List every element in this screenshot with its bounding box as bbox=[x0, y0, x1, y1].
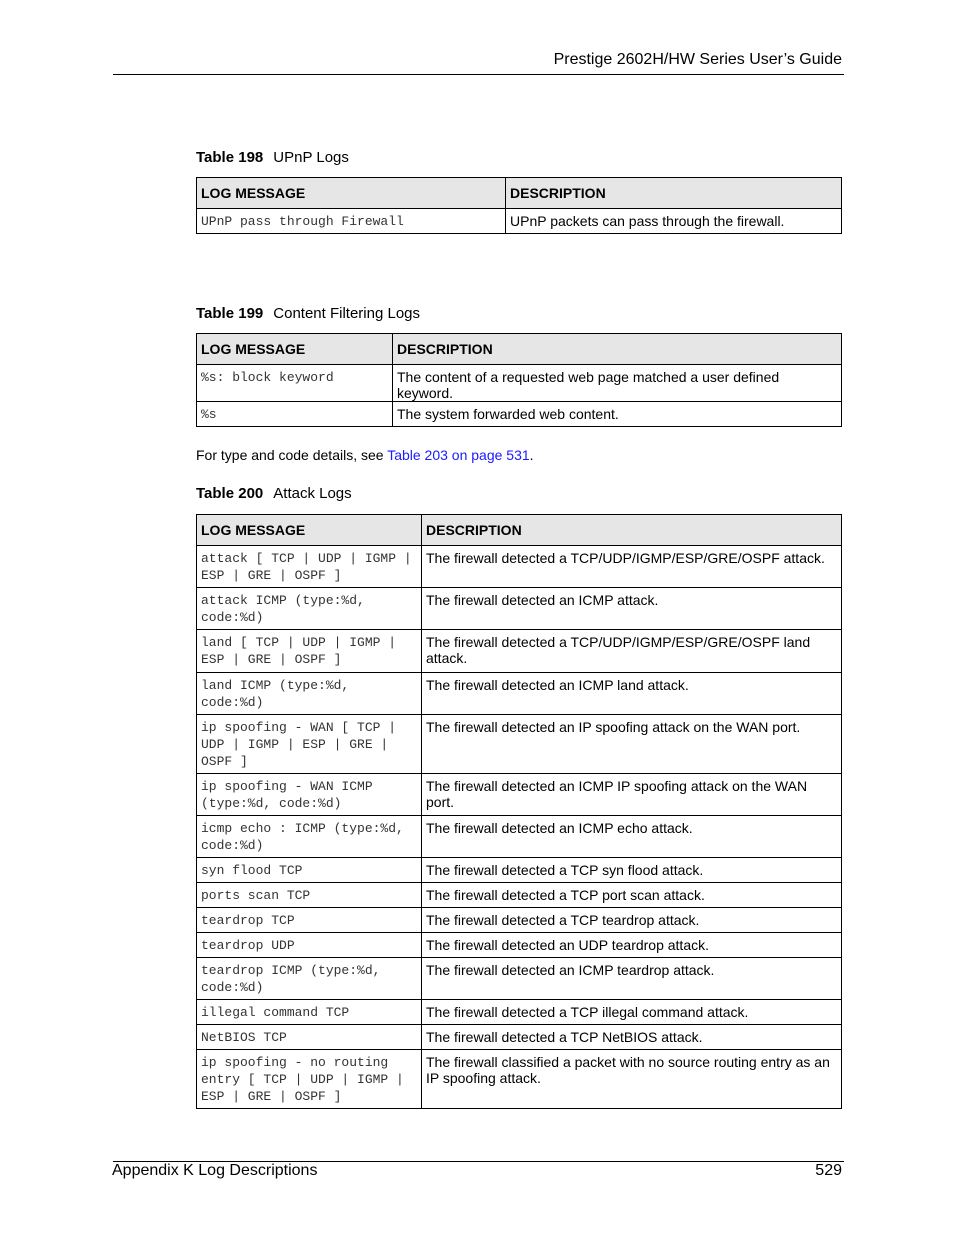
description-cell: The firewall detected an ICMP IP spoofing attack on the WAN port. bbox=[422, 774, 842, 816]
description-cell: The firewall detected a TCP NetBIOS attack. bbox=[422, 1025, 842, 1050]
description-cell: The firewall detected a TCP syn flood attack. bbox=[422, 858, 842, 883]
log-message-cell: teardrop UDP bbox=[197, 933, 422, 958]
table-198-caption bbox=[196, 149, 349, 166]
table-200-caption bbox=[196, 485, 352, 502]
col-header-log-message: LOG MESSAGE bbox=[197, 515, 422, 546]
log-message-cell: ports scan TCP bbox=[197, 883, 422, 908]
log-message-cell: %s bbox=[197, 402, 393, 427]
table-header-row bbox=[197, 178, 842, 209]
table-header-row bbox=[197, 334, 842, 365]
table-row bbox=[197, 816, 842, 858]
table-199-title: Content Filtering Logs bbox=[273, 305, 421, 322]
table-200-title: Attack Logs bbox=[273, 485, 352, 502]
table-200 bbox=[196, 514, 842, 1109]
table-row bbox=[197, 673, 842, 715]
footer-section: Appendix K Log Descriptions bbox=[112, 1162, 318, 1179]
log-message-cell: teardrop ICMP (type:%d, code:%d) bbox=[197, 958, 422, 1000]
col-header-log-message: LOG MESSAGE bbox=[197, 178, 506, 209]
table-row bbox=[197, 209, 842, 234]
page-number: 529 bbox=[815, 1162, 842, 1179]
table-row bbox=[197, 715, 842, 774]
description-cell: The firewall detected a TCP/UDP/IGMP/ESP/GRE/OSPF land attack. bbox=[422, 630, 842, 673]
col-header-description: DESCRIPTION bbox=[422, 515, 842, 546]
log-message-cell: NetBIOS TCP bbox=[197, 1025, 422, 1050]
description-cell: The firewall classified a packet with no source routing entry as an IP spoofing attack. bbox=[422, 1050, 842, 1109]
table-row bbox=[197, 630, 842, 673]
type-code-note bbox=[196, 447, 534, 463]
description-cell: The firewall detected a TCP/UDP/IGMP/ESP/GRE/OSPF attack. bbox=[422, 546, 842, 588]
description-cell: The firewall detected a TCP port scan attack. bbox=[422, 883, 842, 908]
log-message-cell: %s: block keyword bbox=[197, 365, 393, 402]
table-row bbox=[197, 858, 842, 883]
note-prefix: For type and code details, see bbox=[196, 447, 388, 463]
description-cell: The content of a requested web page matched a user defined keyword. bbox=[393, 365, 842, 402]
table-198-title: UPnP Logs bbox=[273, 149, 349, 166]
log-message-cell: syn flood TCP bbox=[197, 858, 422, 883]
table-row bbox=[197, 588, 842, 630]
table-row bbox=[197, 933, 842, 958]
table-203-link[interactable]: Table 203 on page 531 bbox=[387, 447, 530, 463]
log-message-cell: ip spoofing - WAN ICMP (type:%d, code:%d) bbox=[197, 774, 422, 816]
log-message-cell: attack ICMP (type:%d, code:%d) bbox=[197, 588, 422, 630]
description-cell: The firewall detected a TCP illegal command attack. bbox=[422, 1000, 842, 1025]
description-cell: UPnP packets can pass through the firewall. bbox=[506, 209, 842, 234]
description-cell: The firewall detected an IP spoofing attack on the WAN port. bbox=[422, 715, 842, 774]
table-row bbox=[197, 1000, 842, 1025]
table-row bbox=[197, 908, 842, 933]
log-message-cell: teardrop TCP bbox=[197, 908, 422, 933]
col-header-log-message: LOG MESSAGE bbox=[197, 334, 393, 365]
table-row bbox=[197, 1025, 842, 1050]
header-rule bbox=[113, 74, 844, 75]
table-199-number: Table 199 bbox=[196, 305, 264, 322]
col-header-description: DESCRIPTION bbox=[506, 178, 842, 209]
description-cell: The firewall detected an ICMP teardrop attack. bbox=[422, 958, 842, 1000]
table-row bbox=[197, 1050, 842, 1109]
table-row bbox=[197, 365, 842, 402]
note-suffix: . bbox=[529, 447, 534, 463]
log-message-cell: ip spoofing - no routing entry [ TCP | UDP | IGMP | ESP | GRE | OSPF ] bbox=[197, 1050, 422, 1109]
description-cell: The firewall detected an ICMP attack. bbox=[422, 588, 842, 630]
page-header-title: Prestige 2602H/HW Series User’s Guide bbox=[553, 51, 842, 68]
log-message-cell: attack [ TCP | UDP | IGMP | ESP | GRE | OSPF ] bbox=[197, 546, 422, 588]
log-message-cell: illegal command TCP bbox=[197, 1000, 422, 1025]
log-message-cell: UPnP pass through Firewall bbox=[197, 209, 506, 234]
description-cell: The system forwarded web content. bbox=[393, 402, 842, 427]
table-199-caption bbox=[196, 305, 420, 322]
table-198-number: Table 198 bbox=[196, 149, 264, 166]
table-header-row bbox=[197, 515, 842, 546]
table-200-number: Table 200 bbox=[196, 485, 264, 502]
log-message-cell: land ICMP (type:%d, code:%d) bbox=[197, 673, 422, 715]
table-198 bbox=[196, 177, 842, 234]
log-message-cell: ip spoofing - WAN [ TCP | UDP | IGMP | ESP | GRE | OSPF ] bbox=[197, 715, 422, 774]
log-message-cell: icmp echo : ICMP (type:%d, code:%d) bbox=[197, 816, 422, 858]
col-header-description: DESCRIPTION bbox=[393, 334, 842, 365]
table-199 bbox=[196, 333, 842, 427]
table-row bbox=[197, 883, 842, 908]
description-cell: The firewall detected an UDP teardrop attack. bbox=[422, 933, 842, 958]
log-message-cell: land [ TCP | UDP | IGMP | ESP | GRE | OSPF ] bbox=[197, 630, 422, 673]
table-row bbox=[197, 402, 842, 427]
table-row bbox=[197, 546, 842, 588]
description-cell: The firewall detected an ICMP echo attack. bbox=[422, 816, 842, 858]
description-cell: The firewall detected an ICMP land attack. bbox=[422, 673, 842, 715]
table-row bbox=[197, 774, 842, 816]
table-row bbox=[197, 958, 842, 1000]
description-cell: The firewall detected a TCP teardrop attack. bbox=[422, 908, 842, 933]
